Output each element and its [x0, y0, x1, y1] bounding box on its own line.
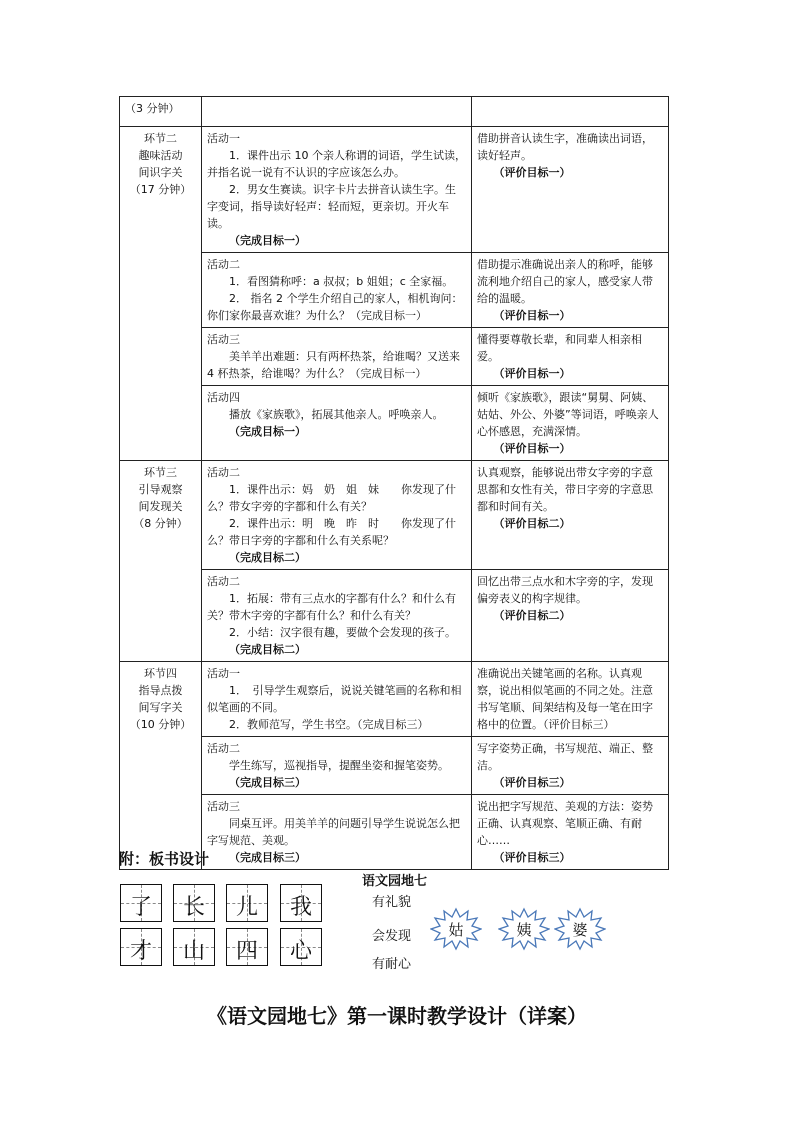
activity-text: 1．看图猜称呼：a 叔叔；b 姐姐；c 全家福。	[229, 275, 454, 288]
activity-cell	[202, 461, 472, 570]
activity-text: 美羊羊出难题：只有两杯热茶，给谁喝？又送来 4 杯热茶，给谁喝？为什么？（完成目标一）	[207, 350, 460, 380]
evaluation-cell	[472, 386, 669, 461]
activity-goal: （完成目标二）	[229, 643, 306, 656]
evaluation-cell	[472, 737, 669, 795]
evaluation-text: 回忆出带三点水和木字旁的字，发现偏旁表义的构字规律。	[477, 575, 653, 605]
evaluation-cell	[472, 461, 669, 570]
stage-time: （8 分钟）	[133, 517, 188, 530]
evaluation-goal: （评价目标一）	[493, 166, 571, 179]
evaluation-cell	[472, 795, 669, 870]
starburst-shape	[554, 907, 606, 951]
document-title: 《语文园地七》第一课时教学设计（详案）	[207, 1004, 587, 1028]
stage-name: 环节三	[144, 466, 177, 479]
evaluation-text: 准确说出关键笔画的名称。认真观察，说出相似笔画的不同之处。注意书写笔顺、间架结构及每一笔在田字格中的位置。（评价目标三）	[477, 667, 653, 731]
evaluation-text: 借助提示准确说出亲人的称呼，能够流利地介绍自己的家人，感受家人带给的温暖。	[477, 258, 653, 305]
empty-cell	[202, 97, 472, 127]
grid-character: 四	[235, 939, 258, 964]
table-row	[120, 662, 669, 737]
evaluation-goal: （评价目标二）	[493, 517, 571, 530]
table-row	[120, 253, 669, 328]
evaluation-goal: （评价目标一）	[493, 367, 571, 380]
activity-text: 学生练写，巡视指导，提醒坐姿和握笔姿势。	[229, 759, 449, 772]
board-item: 有礼貌	[372, 895, 412, 910]
board-item: 有耐心	[372, 957, 412, 972]
tian-grid-cell	[120, 884, 162, 922]
activity-title: 活动二	[207, 258, 240, 271]
star-character: 姨	[516, 921, 532, 939]
tian-grid-cell	[226, 928, 268, 966]
activity-text: 1．拓展：带有三点水的字都有什么？和什么有关？带木字旁的字都有什么？和什么有关？	[207, 592, 456, 622]
table-row	[120, 328, 669, 386]
tian-grid-cell	[173, 928, 215, 966]
table-row	[120, 386, 669, 461]
activity-title: 活动四	[207, 391, 240, 404]
tian-grid-cell	[173, 884, 215, 922]
activity-text: 2．小结：汉字很有趣，要做个会发现的孩子。	[229, 626, 456, 639]
activity-text: 2．教师范写，学生书空。（完成目标三）	[229, 718, 429, 731]
activity-text: 2． 指名 2 个学生介绍自己的家人，相机询问：你们家你最喜欢谁？为什么？（完成目标一）	[207, 292, 463, 322]
starburst-shape	[498, 907, 550, 951]
table-row	[120, 737, 669, 795]
stage-sub: 指导点拨	[138, 684, 183, 697]
evaluation-cell	[472, 127, 669, 253]
evaluation-goal: （评价目标一）	[493, 309, 571, 322]
tian-grid-cell	[226, 884, 268, 922]
activity-text: 1．课件出示：妈 奶 姐 妹 你发现了什么？带女字旁的字都和什么有关？	[207, 483, 456, 513]
activity-goal: （完成目标三）	[229, 851, 306, 864]
evaluation-text: 写字姿势正确，书写规范、端正、整洁。	[477, 742, 653, 772]
activity-goal: （完成目标一）	[229, 425, 306, 438]
activity-cell	[202, 127, 472, 253]
grid-character: 长	[182, 895, 205, 920]
activity-title: 活动二	[207, 575, 240, 588]
grid-character: 才	[129, 939, 152, 964]
evaluation-text: 说出把字写规范、美观的方法：姿势正确、认真观察、笔顺正确、有耐心……	[477, 800, 653, 847]
activity-goal: （完成目标三）	[229, 776, 306, 789]
board-item: 会发现	[372, 929, 412, 944]
evaluation-goal: （评价目标二）	[493, 609, 571, 622]
stage-cell	[120, 127, 202, 461]
stage-cell	[120, 662, 202, 870]
evaluation-text: 倾听《家族歌》，跟读“舅舅、阿姨、姑姑、外公、外婆”等词语，呼唤亲人心怀感恩，充满深情。	[477, 391, 659, 438]
grid-character: 了	[129, 895, 152, 920]
activity-text: 2．男女生赛读。识字卡片去拼音认读生字。生字变词，指导读好轻声：轻而短，更亲切。开火车读。	[207, 183, 456, 230]
empty-cell	[472, 97, 669, 127]
activity-cell	[202, 386, 472, 461]
stage-sub: 引导观察	[138, 483, 183, 496]
table-row	[120, 570, 669, 662]
board-design-heading: 附：板书设计	[119, 850, 210, 868]
activity-text: 1．课件出示 10 个亲人称谓的词语，学生试读，并指名说一说有不认识的字应该怎么办。	[207, 149, 466, 179]
activity-cell	[202, 570, 472, 662]
activity-title: 活动二	[207, 742, 240, 755]
evaluation-text: 懂得要尊敬长辈，和同辈人相亲相爱。	[477, 333, 642, 363]
tian-grid-cell	[280, 928, 322, 966]
grid-character: 心	[289, 939, 312, 964]
stage-time: （10 分钟）	[129, 718, 192, 731]
evaluation-goal: （评价目标一）	[493, 442, 571, 455]
activity-title: 活动一	[207, 667, 240, 680]
stage-sub: 间发现关	[138, 500, 183, 513]
board-title: 语文园地七	[362, 874, 428, 889]
stage-time-cell: （3 分钟）	[120, 97, 202, 127]
stage-cell	[120, 461, 202, 662]
activity-text: 2．课件出示：明 晚 昨 时 你发现了什么？带日字旁的字都和什么有关系呢？	[207, 517, 456, 547]
stage-sub: 间写字关	[138, 701, 183, 714]
activity-goal: （完成目标二）	[229, 551, 306, 564]
activity-title: 活动二	[207, 466, 240, 479]
tian-grid-cell	[120, 928, 162, 966]
activity-cell	[202, 795, 472, 870]
activity-text: 1． 引导学生观察后，说说关键笔画的名称和相似笔画的不同。	[207, 684, 462, 714]
evaluation-text: 认真观察，能够说出带女字旁的字意思都和女性有关，带日字旁的字意思都和时间有关。	[477, 466, 653, 513]
starburst-shape	[430, 907, 482, 951]
activity-cell	[202, 737, 472, 795]
stage-name: 环节二	[144, 132, 177, 145]
activity-goal: （完成目标一）	[229, 234, 306, 247]
grid-character: 我	[289, 895, 312, 920]
evaluation-cell	[472, 662, 669, 737]
star-character: 婆	[572, 921, 588, 939]
tian-grid-cell	[280, 884, 322, 922]
activity-text: 同桌互评。用美羊羊的问题引导学生说说怎么把字写规范、美观。	[207, 817, 460, 847]
table-row	[120, 461, 669, 570]
grid-character: 儿	[235, 895, 258, 920]
activity-cell	[202, 253, 472, 328]
evaluation-cell	[472, 328, 669, 386]
evaluation-cell	[472, 570, 669, 662]
activity-cell	[202, 662, 472, 737]
activity-cell	[202, 328, 472, 386]
activity-text: 播放《家族歌》，拓展其他亲人。呼唤亲人。	[229, 408, 444, 421]
stage-sub: 间识字关	[138, 166, 183, 179]
table-row	[120, 97, 669, 127]
evaluation-goal: （评价目标三）	[493, 851, 571, 864]
activity-title: 活动三	[207, 800, 240, 813]
star-character: 姑	[448, 921, 464, 939]
table-row	[120, 127, 669, 253]
activity-title: 活动一	[207, 132, 240, 145]
activity-title: 活动三	[207, 333, 240, 346]
lesson-plan-table	[119, 96, 669, 870]
evaluation-goal: （评价目标三）	[493, 776, 571, 789]
evaluation-text: 借助拼音认读生字，准确读出词语，读好轻声。	[477, 132, 653, 162]
evaluation-cell	[472, 253, 669, 328]
stage-sub: 趣味活动	[138, 149, 183, 162]
stage-name: 环节四	[144, 667, 177, 680]
grid-character: 山	[182, 939, 205, 964]
stage-time: （17 分钟）	[129, 183, 192, 196]
